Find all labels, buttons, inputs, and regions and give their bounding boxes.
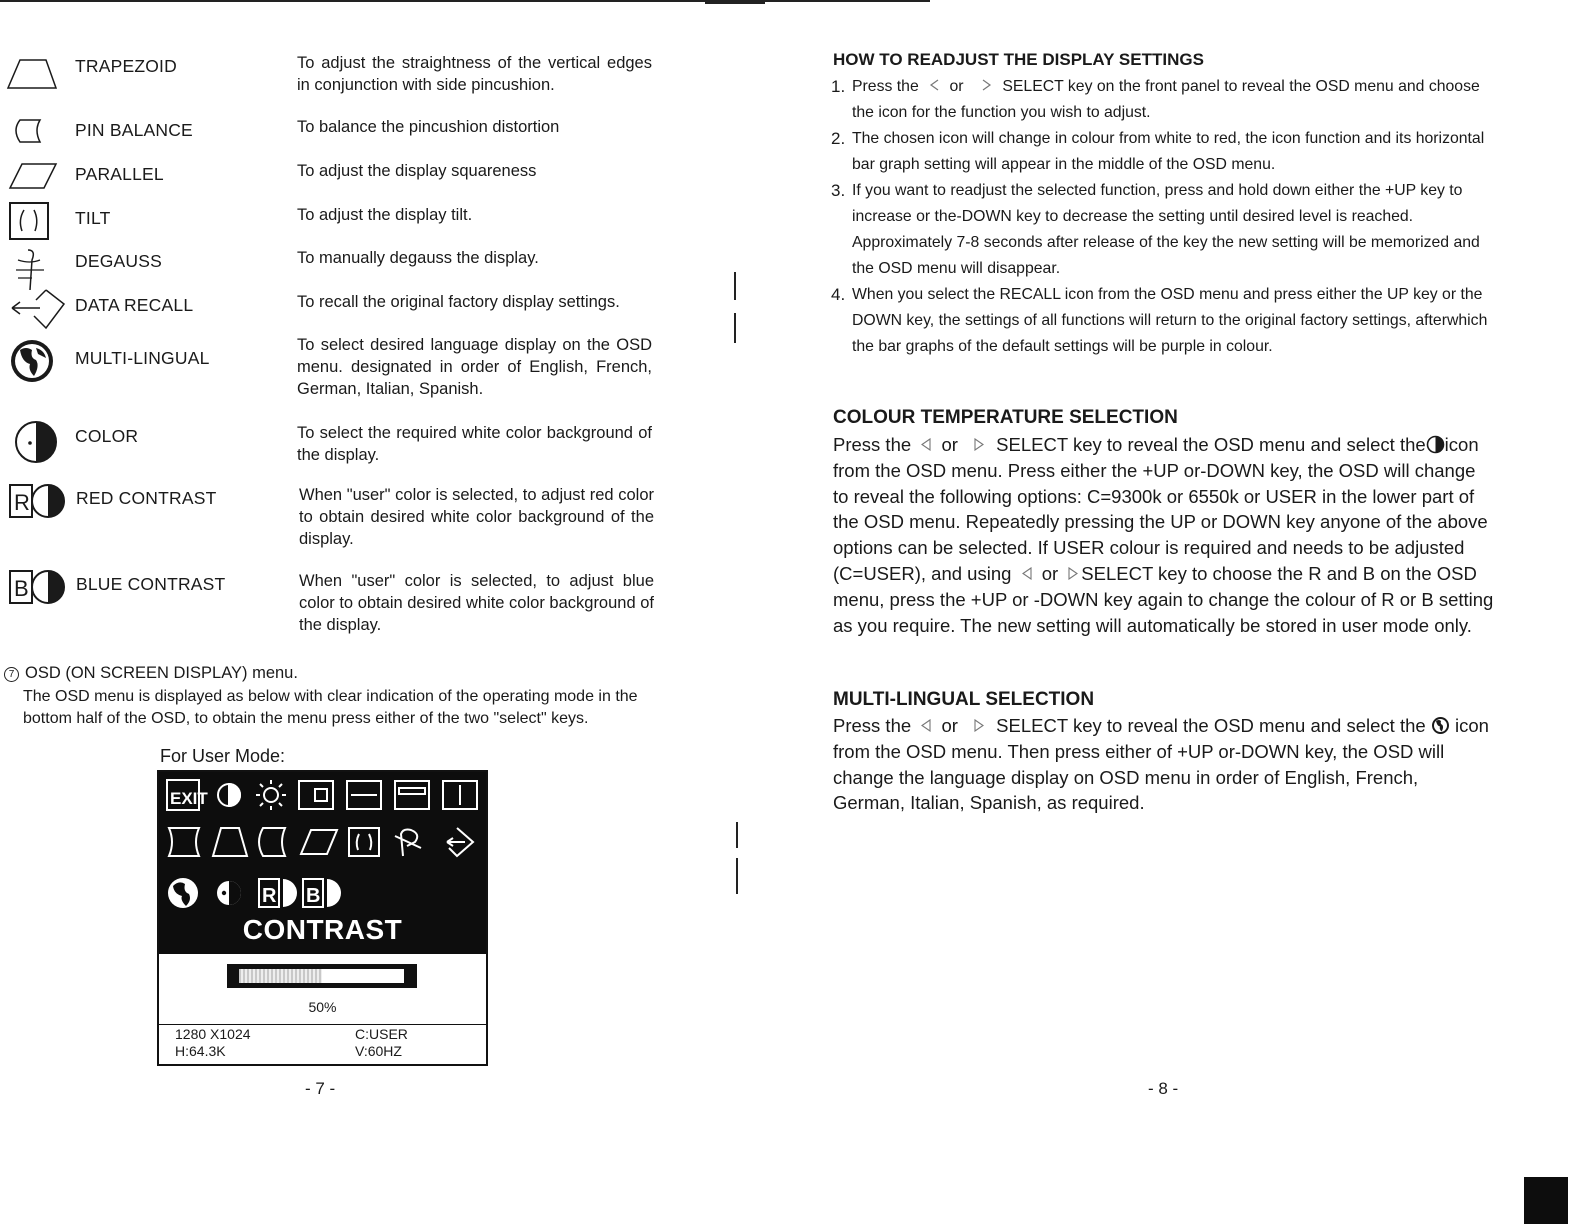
- lingual-paragraph: [833, 713, 1495, 816]
- osd-v-frequency: V:60HZ: [355, 1043, 402, 1059]
- trapezoid-icon: [6, 54, 62, 102]
- osd-divider: [159, 1024, 486, 1025]
- scan-corner-block: [1524, 1177, 1568, 1224]
- right-arrow-icon: [1067, 561, 1079, 587]
- gutter-mark: [736, 858, 738, 894]
- color-temperature-icon: [217, 881, 241, 905]
- left-arrow-icon: [920, 432, 932, 458]
- function-name: DEGAUSS: [75, 251, 162, 271]
- colour-text: C=9300k or 6550k or USER in the lower part of the OSD menu. Repeatedly pressing the UP or DOWN key anyone of the above options can be selected. If USER colour is required and needs to be adjusted (C=USER), and using: [833, 485, 1488, 584]
- colour-text: Press the: [833, 434, 912, 455]
- step-text: If you want to readjust the selected function, press and hold down either the +UP key to increase or the-DOWN key to decrease the setting until desired level is reached. Approximately 7-8 seconds after release of the key the new setting will be memorized and the OSD menu will disappear.: [852, 182, 1480, 277]
- lingual-text: SELECT key to reveal the OSD menu and select the: [996, 715, 1426, 736]
- lingual-text: icon from the OSD menu. Then press either of +UP or-DOWN key, the OSD will change the language display on OSD menu in order of English, French, German, Italian, Spanish, as required.: [833, 715, 1489, 814]
- lingual-text: or: [941, 715, 958, 736]
- function-name: DATA RECALL: [75, 295, 194, 315]
- function-description: To manually degauss the display.: [297, 249, 539, 267]
- lingual-text: Press the: [833, 715, 912, 736]
- step-item: [831, 126, 1501, 178]
- side-pincushion-icon: [169, 828, 199, 856]
- blue-contrast-icon: [8, 568, 70, 616]
- osd-section-title: [4, 664, 298, 683]
- osd-bar-track: [239, 969, 404, 983]
- section-number: 7: [4, 667, 19, 682]
- function-description: When "user" color is selected, to adjust blue color to obtain desired white color background of the display.: [299, 572, 654, 634]
- globe-icon: [6, 336, 62, 384]
- step-item: [831, 178, 1501, 282]
- right-arrow-icon: [973, 713, 985, 739]
- step-number: 1.: [831, 77, 846, 96]
- colour-paragraph: [833, 432, 1495, 638]
- gutter-mark: [736, 822, 738, 848]
- step-number: 4.: [831, 285, 846, 304]
- function-description: To select the required white color background of the display.: [297, 424, 652, 464]
- step-text: The chosen icon will change in colour from white to red, the icon function and its horizontal bar graph setting will appear in the middle of the OSD menu.: [852, 130, 1485, 173]
- osd-bar-fill: [239, 969, 322, 983]
- right-arrow-icon: [973, 432, 985, 458]
- colour-text: icon from the OSD menu. Press either the +UP or-DOWN key, the OSD will change to reveal the following options:: [833, 434, 1479, 507]
- colour-text: or: [1041, 562, 1059, 584]
- gutter-mark: [734, 313, 736, 343]
- osd-color-mode: C:USER: [355, 1026, 408, 1042]
- osd-selected-function: CONTRAST: [242, 914, 403, 945]
- data-recall-icon: [6, 286, 62, 334]
- function-description: To adjust the straightness of the vertical edges in conjunction with side pincushion.: [297, 54, 652, 94]
- tilt-osd-icon: [349, 828, 379, 856]
- function-name: TRAPEZOID: [75, 56, 177, 76]
- red-contrast-icon: [8, 482, 70, 530]
- function-name: COLOR: [75, 426, 139, 446]
- pin-balance-icon: [6, 114, 62, 162]
- exit-icon-label: EXIT: [170, 789, 208, 808]
- color-icon: [1426, 435, 1445, 454]
- right-arrow-icon: [982, 74, 992, 84]
- color-icon: [6, 418, 62, 466]
- recall-osd-icon: [447, 828, 473, 856]
- globe-icon: [1431, 716, 1450, 735]
- red-contrast-osd-icon: [259, 879, 297, 907]
- pin-balance-osd-icon: [259, 828, 285, 856]
- gutter-mark: [734, 272, 736, 300]
- left-arrow-icon: [1021, 561, 1033, 587]
- user-mode-label: For User Mode:: [160, 746, 286, 766]
- colour-text: or: [941, 434, 958, 455]
- trapezoid-osd-icon: [213, 828, 247, 856]
- function-name: TILT: [75, 208, 111, 228]
- h-position-icon: [299, 781, 333, 809]
- osd-icon-grid: [159, 772, 486, 912]
- step-number: 3.: [831, 181, 846, 200]
- step-item: [831, 74, 1501, 126]
- svg-text:R: R: [14, 490, 30, 515]
- parallel-osd-icon: [301, 830, 337, 854]
- osd-resolution: 1280 X1024: [175, 1026, 251, 1042]
- function-description: To adjust the display tilt.: [297, 206, 473, 224]
- blue-contrast-osd-letter: B: [306, 885, 321, 907]
- left-arrow-icon: [929, 74, 939, 84]
- function-name: MULTI-LINGUAL: [75, 348, 210, 368]
- step-text: Press the: [852, 78, 919, 95]
- osd-h-frequency: H:64.3K: [175, 1043, 226, 1059]
- function-description: To recall the original factory display settings.: [297, 293, 620, 311]
- left-arrow-icon: [920, 713, 932, 739]
- function-name: RED CONTRAST: [76, 488, 217, 508]
- language-icon: [168, 878, 198, 908]
- step-text: SELECT key on the front panel to reveal the OSD menu and choose the icon for the function you wish to adjust.: [852, 78, 1480, 121]
- osd-icon-panel: [159, 772, 486, 954]
- red-contrast-osd-letter: R: [262, 885, 277, 907]
- readjust-heading: HOW TO READJUST THE DISPLAY SETTINGS: [833, 50, 1204, 69]
- colour-text: SELECT key to choose the R and B on the OSD menu, press the +UP or -DOWN key again to change the colour of R or B setting as you require. The new setting will automatically be stored in user mode only.: [833, 562, 1494, 636]
- readjust-steps: [831, 74, 1501, 360]
- function-description: To adjust the display squareness: [297, 162, 537, 180]
- top-rule: [0, 0, 930, 2]
- osd-percent: 50%: [308, 999, 337, 1015]
- step-text: or: [949, 78, 964, 95]
- contrast-icon: [218, 784, 240, 806]
- osd-paragraph: The OSD menu is displayed as below with clear indication of the operating mode in the bottom half of the OSD, to obtain the menu press either of the two "select" keys.: [23, 688, 638, 727]
- top-rule-mark: [705, 0, 765, 4]
- function-description: To select desired language display on the OSD menu. designated in order of English, French, German, Italian, Spanish.: [297, 336, 652, 398]
- tilt-icon: [6, 200, 62, 248]
- v-size-icon: [443, 781, 477, 809]
- function-description: When "user" color is selected, to adjust red color to obtain desired white color background of the display.: [299, 486, 654, 548]
- v-position-icon: [395, 781, 429, 809]
- osd-title-text: OSD (ON SCREEN DISPLAY) menu.: [25, 664, 298, 682]
- page-number-left: - 7 -: [305, 1079, 336, 1098]
- function-name: PIN BALANCE: [75, 120, 193, 140]
- step-text: When you select the RECALL icon from the OSD menu and press either the UP key or the DOWN key, the settings of all functions will return to the original factory settings, afterwhich the bar graphs of the default settings will be purple in colour.: [852, 286, 1488, 355]
- degauss-osd-icon: [395, 830, 421, 857]
- page-number-right: - 8 -: [1148, 1079, 1179, 1098]
- lingual-heading: MULTI-LINGUAL SELECTION: [833, 689, 1095, 710]
- step-item: [831, 282, 1501, 360]
- h-size-icon: [347, 781, 381, 809]
- brightness-icon: [256, 780, 286, 810]
- colour-text: SELECT key to reveal the OSD menu and select the: [996, 434, 1426, 455]
- exit-icon: [167, 780, 208, 810]
- blue-contrast-osd-icon: [303, 879, 341, 907]
- osd-menu-illustration: [157, 770, 488, 1066]
- step-number: 2.: [831, 129, 846, 148]
- svg-text:B: B: [14, 576, 29, 601]
- function-name: PARALLEL: [75, 164, 164, 184]
- colour-heading: COLOUR TEMPERATURE SELECTION: [833, 407, 1178, 428]
- osd-bar-graph: [227, 964, 417, 988]
- function-name: BLUE CONTRAST: [76, 574, 226, 594]
- function-description: To balance the pincushion distortion: [297, 118, 560, 136]
- parallel-icon: [6, 158, 62, 206]
